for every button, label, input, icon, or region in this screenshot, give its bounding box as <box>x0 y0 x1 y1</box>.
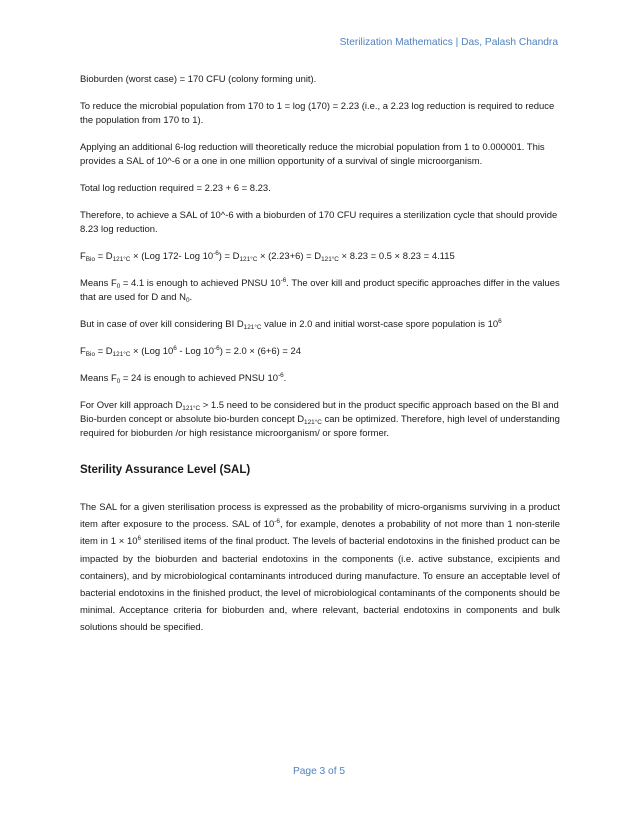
paragraph-text: . <box>189 292 193 303</box>
paragraph-text: Means F <box>80 278 117 289</box>
formula-text: F <box>80 346 86 357</box>
paragraph-text: value in 2.0 and initial worst-case spore population is 10 <box>261 319 499 330</box>
paragraph-text: But in case of over kill considering BI D <box>80 319 244 330</box>
formula-text: × 8.23 = 0.5 × 8.23 = 4.115 <box>338 251 455 262</box>
formula-text: = D <box>95 346 113 357</box>
formula-text: F <box>80 251 86 262</box>
sterilization-cycle-paragraph: Therefore, to achieve a SAL of 10^-6 with a bioburden of 170 CFU requires a sterilization cycle that should provide 8.23 log reduction. <box>80 210 558 235</box>
paragraph-subscript: 121°C <box>304 419 322 426</box>
bioburden-paragraph: Bioburden (worst case) = 170 CFU (colony forming unit). <box>80 74 317 85</box>
page-footer: Page 3 of 5 <box>292 766 346 777</box>
paragraph-superscript: -6 <box>277 372 284 379</box>
formula-superscript: 6 <box>173 345 177 352</box>
formula-text: - Log 10 <box>176 346 215 357</box>
formula-superscript: -6 <box>214 345 220 352</box>
formula-subscript: 121°C <box>112 256 131 263</box>
formula-text: ) = 2.0 × (6+6) = 24 <box>219 346 302 357</box>
overkill-paragraph <box>80 318 560 332</box>
paragraph-subscript: 121°C <box>243 324 262 331</box>
sal-explanation-paragraph: Applying an additional 6-log reduction will theoretically reduce the microbial population from 1 to 0.000001. This provides a SAL of 10^-6 or a one in one million opportunity of a survival of single microorganism. <box>80 142 545 167</box>
total-log-reduction-paragraph: Total log reduction required = 2.23 + 6 = 8.23. <box>80 183 271 194</box>
sal-section-body <box>80 499 560 637</box>
formula-subscript: 121°C <box>321 256 339 263</box>
f0-result-paragraph-2 <box>80 372 560 386</box>
formula-subscript: 121°C <box>112 351 131 358</box>
formula-subscript: Bio <box>85 351 96 358</box>
formula-text: = D <box>95 251 113 262</box>
paragraph-text: = 4.1 is enough to achieved PNSU 10 <box>120 278 281 289</box>
formula-superscript: -6 <box>213 250 219 257</box>
paragraph-text: > 1.5 need to be considered but in the product specific approach based on the BI and Bio-burden concept or absolute bio-burden concept D <box>80 400 559 425</box>
formula-subscript: Bio <box>85 256 96 263</box>
formula-text: × (Log 172- Log 10 <box>130 251 214 262</box>
formula-text: × (Log 10 <box>130 346 174 357</box>
paragraph-subscript: 121°C <box>182 405 201 412</box>
paragraph-subscript: 0 <box>185 297 190 304</box>
fbio-formula-1 <box>80 250 560 264</box>
paragraph-text: Means F <box>80 373 117 384</box>
paragraph-subscript: 0 <box>116 378 121 385</box>
formula-text: × (2.23+6) = D <box>257 251 322 262</box>
paragraph-superscript: -6 <box>274 518 280 526</box>
approach-comparison-paragraph <box>80 399 560 441</box>
paragraph-text: The SAL for a given sterilisation process is expressed as the probability of micro-organisms surviving in a product item after exposure to the process. SAL of 10 <box>80 502 560 531</box>
fbio-formula-2 <box>80 345 560 359</box>
paragraph-text: . The over kill and product specific approaches differ in the values that are used for D and N <box>80 278 560 303</box>
paragraph-text: For Over kill approach D <box>80 400 183 411</box>
paragraph-subscript: 0 <box>116 283 121 290</box>
paragraph-superscript: 6 <box>498 318 502 325</box>
formula-subscript: 121°C <box>239 256 258 263</box>
f0-result-paragraph-1 <box>80 277 560 305</box>
section-heading: Sterility Assurance Level (SAL) <box>80 464 251 476</box>
paragraph-superscript: 6 <box>137 535 142 543</box>
paragraph-text: = 24 is enough to achieved PNSU 10 <box>120 373 278 384</box>
paragraph-text: , for example, denotes a probability of not more than 1 non-sterile item in 1 × 10 <box>80 519 561 548</box>
page-header: Sterilization Mathematics | Das, Palash Chandra <box>339 37 558 48</box>
formula-text: ) = D <box>218 251 240 262</box>
paragraph-text: can be optimized. Therefore, high level of understanding required for bioburden /or high resistance microorganism/ or spore former. <box>80 414 560 439</box>
paragraph-text: . <box>283 373 287 384</box>
paragraph-text: sterilised items of the final product. The levels of bacterial endotoxins in the finished product can be impacted by the bioburden and bacterial endotoxins in the components (i.e. active substance, excipients and containers), and by microbiological contaminants introduced during manufacture. To ensure an acceptable level of bacterial endotoxins in the finished product, the level of microbiological contaminants of the components should be minimal. Acceptance criteria for bioburden and, where relevant, bacterial endotoxins in components and bulk solutions should be specified. <box>80 536 560 634</box>
page-content <box>80 73 560 650</box>
log-reduction-paragraph: To reduce the microbial population from 170 to 1 = log (170) = 2.23 (i.e., a 2.23 log reduction is required to reduce the population from 170 to 1). <box>80 101 555 126</box>
paragraph-superscript: -6 <box>280 277 287 284</box>
